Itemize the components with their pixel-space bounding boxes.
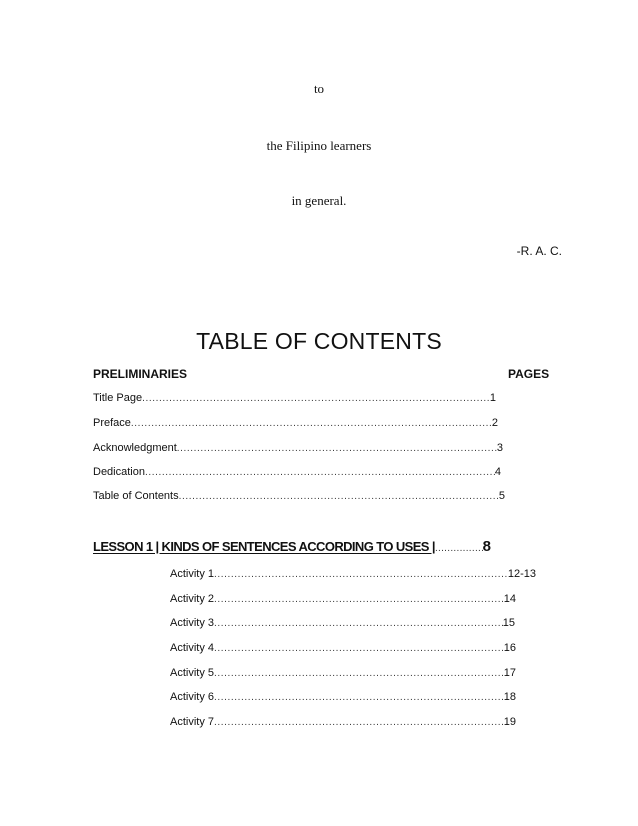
leader-dots <box>177 442 497 456</box>
dedication-line-3: in general. <box>291 193 347 208</box>
leader-dots <box>214 667 504 681</box>
leader-dots <box>214 691 504 705</box>
leader-dots <box>214 593 504 607</box>
toc-entry-title-page <box>93 391 496 406</box>
activity-label: Activity 5 <box>170 667 215 679</box>
toc-entry-page: 5 <box>498 490 505 502</box>
leader-dots <box>435 543 483 554</box>
leader-dots <box>145 466 495 480</box>
dedication-line-1: to <box>313 81 325 96</box>
toc-entry-page: 3 <box>496 442 503 454</box>
activity-page: 18 <box>503 691 516 703</box>
toc-entry-page: 4 <box>494 466 501 478</box>
toc-entry-acknowledgment <box>93 441 503 456</box>
leader-dots <box>214 642 504 656</box>
leader-dots <box>131 417 492 431</box>
preliminaries-heading: PRELIMINARIES <box>93 367 188 381</box>
activity-page: 19 <box>503 716 516 728</box>
leader-dots <box>179 490 499 504</box>
activity-label: Activity 6 <box>170 691 215 703</box>
activity-page: 12-13 <box>507 568 536 580</box>
toc-entry-page: 1 <box>489 392 496 404</box>
activity-entry-2 <box>170 592 516 607</box>
toc-entry-label: Dedication <box>93 466 145 478</box>
activity-entry-4 <box>170 641 516 656</box>
activity-label: Activity 1 <box>170 568 215 580</box>
activity-page: 17 <box>503 667 516 679</box>
toc-entry-table-of-contents <box>93 489 505 504</box>
leader-dots <box>214 617 503 631</box>
lesson-1-page: 8 <box>482 538 491 555</box>
toc-entry-label: Title Page <box>93 392 143 404</box>
toc-title: TABLE OF CONTENTS <box>196 328 442 354</box>
toc-entry-preface <box>93 416 498 431</box>
dedication-signature: -R. A. C. <box>516 244 562 258</box>
activity-label: Activity 4 <box>170 642 215 654</box>
activity-entry-6 <box>170 690 516 705</box>
activity-page: 16 <box>503 642 516 654</box>
toc-entry-label: Table of Contents <box>93 490 179 502</box>
lesson-1-heading <box>93 538 491 555</box>
activity-entry-5 <box>170 666 516 681</box>
toc-entry-label: Acknowledgment <box>93 442 177 454</box>
toc-entry-label: Preface <box>93 417 131 429</box>
activity-label: Activity 2 <box>170 593 215 605</box>
activity-page: 15 <box>502 617 515 629</box>
leader-dots <box>142 392 490 406</box>
pages-heading: PAGES <box>508 367 550 381</box>
activity-entry-7 <box>170 715 516 730</box>
toc-entry-page: 2 <box>491 417 498 429</box>
leader-dots <box>214 568 508 582</box>
activity-page: 14 <box>503 593 516 605</box>
activity-entry-1 <box>170 567 536 582</box>
leader-dots <box>214 716 504 730</box>
dedication-line-2: the Filipino learners <box>266 138 372 153</box>
toc-entry-dedication <box>93 465 501 480</box>
lesson-1-label: LESSON 1 | KINDS OF SENTENCES ACCORDING TO USES | <box>93 539 435 554</box>
activity-entry-3 <box>170 616 515 631</box>
activity-label: Activity 7 <box>170 716 215 728</box>
activity-label: Activity 3 <box>170 617 215 629</box>
